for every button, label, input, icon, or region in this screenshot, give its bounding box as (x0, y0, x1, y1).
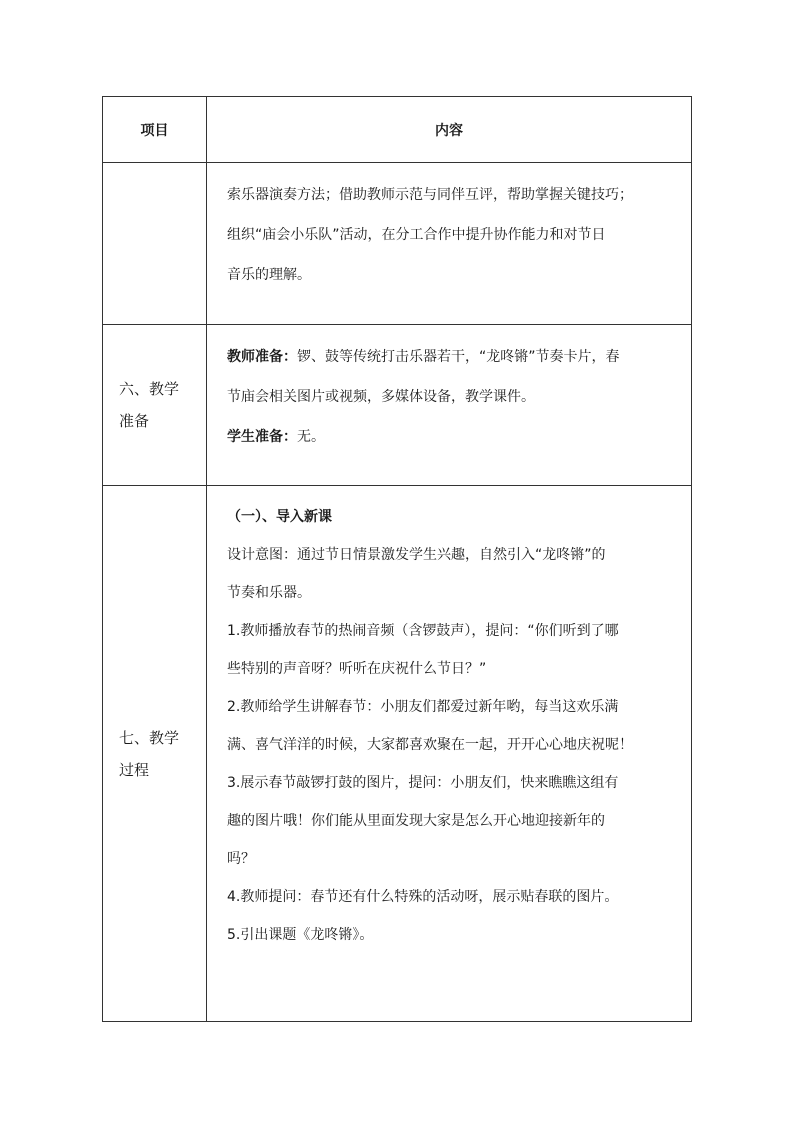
header-content: 内容 (207, 97, 692, 163)
content-line: 音乐的理解。 (227, 267, 311, 283)
table-row (103, 486, 692, 1022)
student-prep-label: 学生准备： (227, 429, 297, 445)
student-prep-text: 无。 (297, 429, 325, 445)
content-line: 些特别的声音呀？听听在庆祝什么节日？” (227, 661, 487, 677)
content-line: 吗？ (227, 851, 255, 867)
section-title: （一）、导入新课 (227, 509, 332, 525)
row-label-line: 过程 (119, 760, 150, 779)
content-line: 满、喜气洋洋的时候，大家都喜欢聚在一起，开开心心地庆祝呢！ (227, 737, 633, 753)
row-label (103, 486, 207, 1022)
content-line: 2.教师给学生讲解春节：小朋友们都爱过新年哟，每当这欢乐满 (227, 699, 619, 715)
table-row (103, 325, 692, 486)
row-content (207, 163, 692, 325)
table-row (103, 163, 692, 325)
content-line (227, 337, 677, 377)
row-content (207, 486, 692, 1022)
content-line: 设计意图：通过节日情景激发学生兴趣，自然引入“龙咚锵”的 (227, 547, 606, 563)
content-line (227, 417, 677, 457)
row-label-line: 六、教学 (119, 380, 180, 398)
content-line: 3.展示春节敲锣打鼓的图片，提问：小朋友们，快来瞧瞧这组有 (227, 775, 619, 791)
content-line: 4.教师提问：春节还有什么特殊的活动呀，展示贴春联的图片。 (227, 889, 619, 905)
teacher-prep-text: 锣、鼓等传统打击乐器若干，“龙咚锵”节奏卡片，春 (297, 349, 620, 365)
row-label (103, 163, 207, 325)
content-line: 节庙会相关图片或视频，多媒体设备，教学课件。 (227, 389, 535, 405)
content-line: 趣的图片哦！你们能从里面发现大家是怎么开心地迎接新年的 (227, 813, 605, 829)
lesson-plan-table (102, 96, 692, 1022)
teacher-prep-label: 教师准备： (227, 349, 297, 365)
row-label (103, 325, 207, 486)
content-line: 索乐器演奏方法；借助教师示范与同伴互评，帮助掌握关键技巧； (227, 187, 633, 203)
content-line: 节奏和乐器。 (227, 585, 311, 601)
content-line: 1.教师播放春节的热闹音频（含锣鼓声），提问：“你们听到了哪 (227, 623, 619, 639)
content-line: 组织“庙会小乐队”活动，在分工合作中提升协作能力和对节日 (227, 227, 606, 243)
row-content (207, 325, 692, 486)
table-header-row (103, 97, 692, 163)
content-line: 5.引出课题《龙咚锵》。 (227, 927, 374, 943)
row-label-line: 七、教学 (119, 728, 180, 747)
row-label-line: 准备 (119, 412, 150, 430)
header-item: 项目 (103, 97, 207, 163)
